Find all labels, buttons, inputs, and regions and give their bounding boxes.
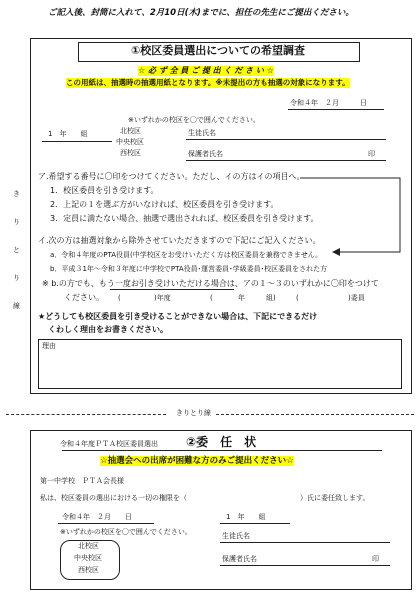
side-cut-5: 線 — [13, 302, 20, 310]
form2-banner: ☆抽選会への出席が困難な方のみご提出ください☆ — [100, 456, 294, 466]
fill-open-2: ( — [210, 294, 213, 302]
form2-title-underline — [62, 450, 382, 451]
form1-seal: 印 — [368, 150, 375, 158]
fill-year[interactable]: )年度 — [154, 294, 171, 302]
section-a-lead: ア.希望する番号に〇印をつけてください。ただし、イの方はイの項目へ。 — [38, 172, 305, 181]
form2-district-central[interactable]: 中央校区 — [74, 554, 102, 562]
form2-guardian-label: 保護者氏名 — [222, 555, 257, 563]
form1-subtitle: ☆ 必 ず 全 員 ご 提 出 く だ さ い ☆ — [138, 66, 274, 75]
form2-addressee: 第一中学校 ＰＴＡ会長様 — [40, 477, 124, 485]
form2-guardian-line[interactable] — [220, 565, 390, 566]
form2-body: 私は、校区委員の選出における一切の権限を（ — [40, 494, 187, 502]
form2-body-end: ）氏に委任致します。 — [300, 494, 370, 502]
unable-line-2: くわしく理由をお書きください。 — [48, 325, 168, 334]
fill-grade[interactable]: 年 — [238, 294, 245, 302]
form1-title: ①校区委員選出についての希望調査 — [130, 44, 306, 57]
form1-guardian-line[interactable] — [186, 160, 386, 161]
form2-date-underline — [58, 523, 154, 524]
side-cut-2: り — [13, 218, 20, 226]
side-cut-3: と — [13, 246, 20, 254]
form2-student-label: 生徒氏名 — [222, 532, 250, 540]
reason-box[interactable] — [38, 339, 402, 389]
form2-district-west[interactable]: 西校区 — [78, 566, 99, 574]
fill-committee[interactable]: )委員 — [348, 294, 365, 302]
form1-date: 令和４年 ２月 日 — [290, 99, 367, 107]
section-a-item-3: 3．定員に満たない場合、抽選で選出されれば、校区委員を引き受けます。 — [50, 214, 319, 223]
form2-district-north[interactable]: 北校区 — [78, 542, 99, 550]
form1-district-west[interactable]: 西校区 — [120, 149, 141, 157]
section-i-note-1: ※ b.の方でも、もう一度お引き受けいただける場合は、アの１～３のいずれかに〇印をつけて — [42, 279, 379, 288]
form1-district-north[interactable]: 北校区 — [120, 127, 141, 135]
form2-title: ②委 任 状 — [186, 435, 257, 449]
reason-label: 理由 — [42, 342, 56, 350]
form2-grade-underline — [220, 523, 290, 524]
form1-grade: 1 年 組 — [48, 130, 88, 138]
cut-line-left — [6, 414, 166, 415]
form2-grade: 1 年 組 — [226, 513, 266, 521]
fill-open-3: ( — [296, 294, 299, 302]
form1-date-underline — [288, 109, 384, 110]
side-cut-1: き — [13, 190, 20, 198]
section-i-a: a．令和４年度のPTA役員(中学校区をお受けいただく方は校区委員を兼務できません。 — [50, 251, 323, 259]
form2-seal: 印 — [372, 555, 379, 563]
cut-label: きりとり線 — [176, 409, 211, 417]
unable-line-1: ★どうしても校区委員を引き受けることができない場合は、下記にできるだけ — [38, 312, 318, 321]
fill-class[interactable]: 組) — [266, 294, 276, 302]
form1-student-label: 生徒氏名 — [188, 129, 216, 137]
form2-student-line[interactable] — [220, 542, 390, 543]
section-a-item-1: 1．校区委員を引き受けます。 — [50, 186, 159, 195]
section-i-lead: イ.次の方は抽選対象から除外させていただきますので下記にご記入ください。 — [38, 236, 321, 245]
form1-grade-underline — [42, 141, 112, 142]
form2-school-hint: ※いずれかの校区を〇で囲んでください。 — [60, 528, 192, 536]
form1-notice: この用紙は、抽選時の抽選用紙となります。※未提出の方も抽選の対象になります。 — [66, 78, 350, 87]
form1-student-line[interactable] — [186, 139, 386, 140]
side-cut-4: り — [13, 274, 20, 282]
section-a-item-2: 2．上記の１を選ぶ方がいなければ、校区委員を引き受けます。 — [50, 200, 279, 209]
form2-date: 令和４年 ２月 日 — [62, 513, 132, 521]
note-underline — [110, 289, 234, 290]
fill-open-1: ( — [118, 294, 121, 302]
section-i-b: b．平成３1年～令和３年度に中学校でPTA役員･運営委員･学級委員･校区委員をされた方 — [50, 265, 328, 273]
form2-header-small: 令和４年度ＰＴＡ校区委員選出 — [60, 440, 158, 448]
form1-guardian-label: 保護者氏名 — [188, 150, 223, 158]
cut-line-right — [216, 414, 414, 415]
form1-district-central[interactable]: 中央校区 — [116, 138, 144, 146]
top-notice: ご記入後、封筒に入れて、2月10日(木)までに、担任の先生にご提出ください。 — [48, 8, 354, 18]
form1-school-hint: ※いずれかの校区を〇で囲んでください。 — [128, 116, 260, 124]
section-i-note-2: ください。 — [64, 293, 104, 302]
